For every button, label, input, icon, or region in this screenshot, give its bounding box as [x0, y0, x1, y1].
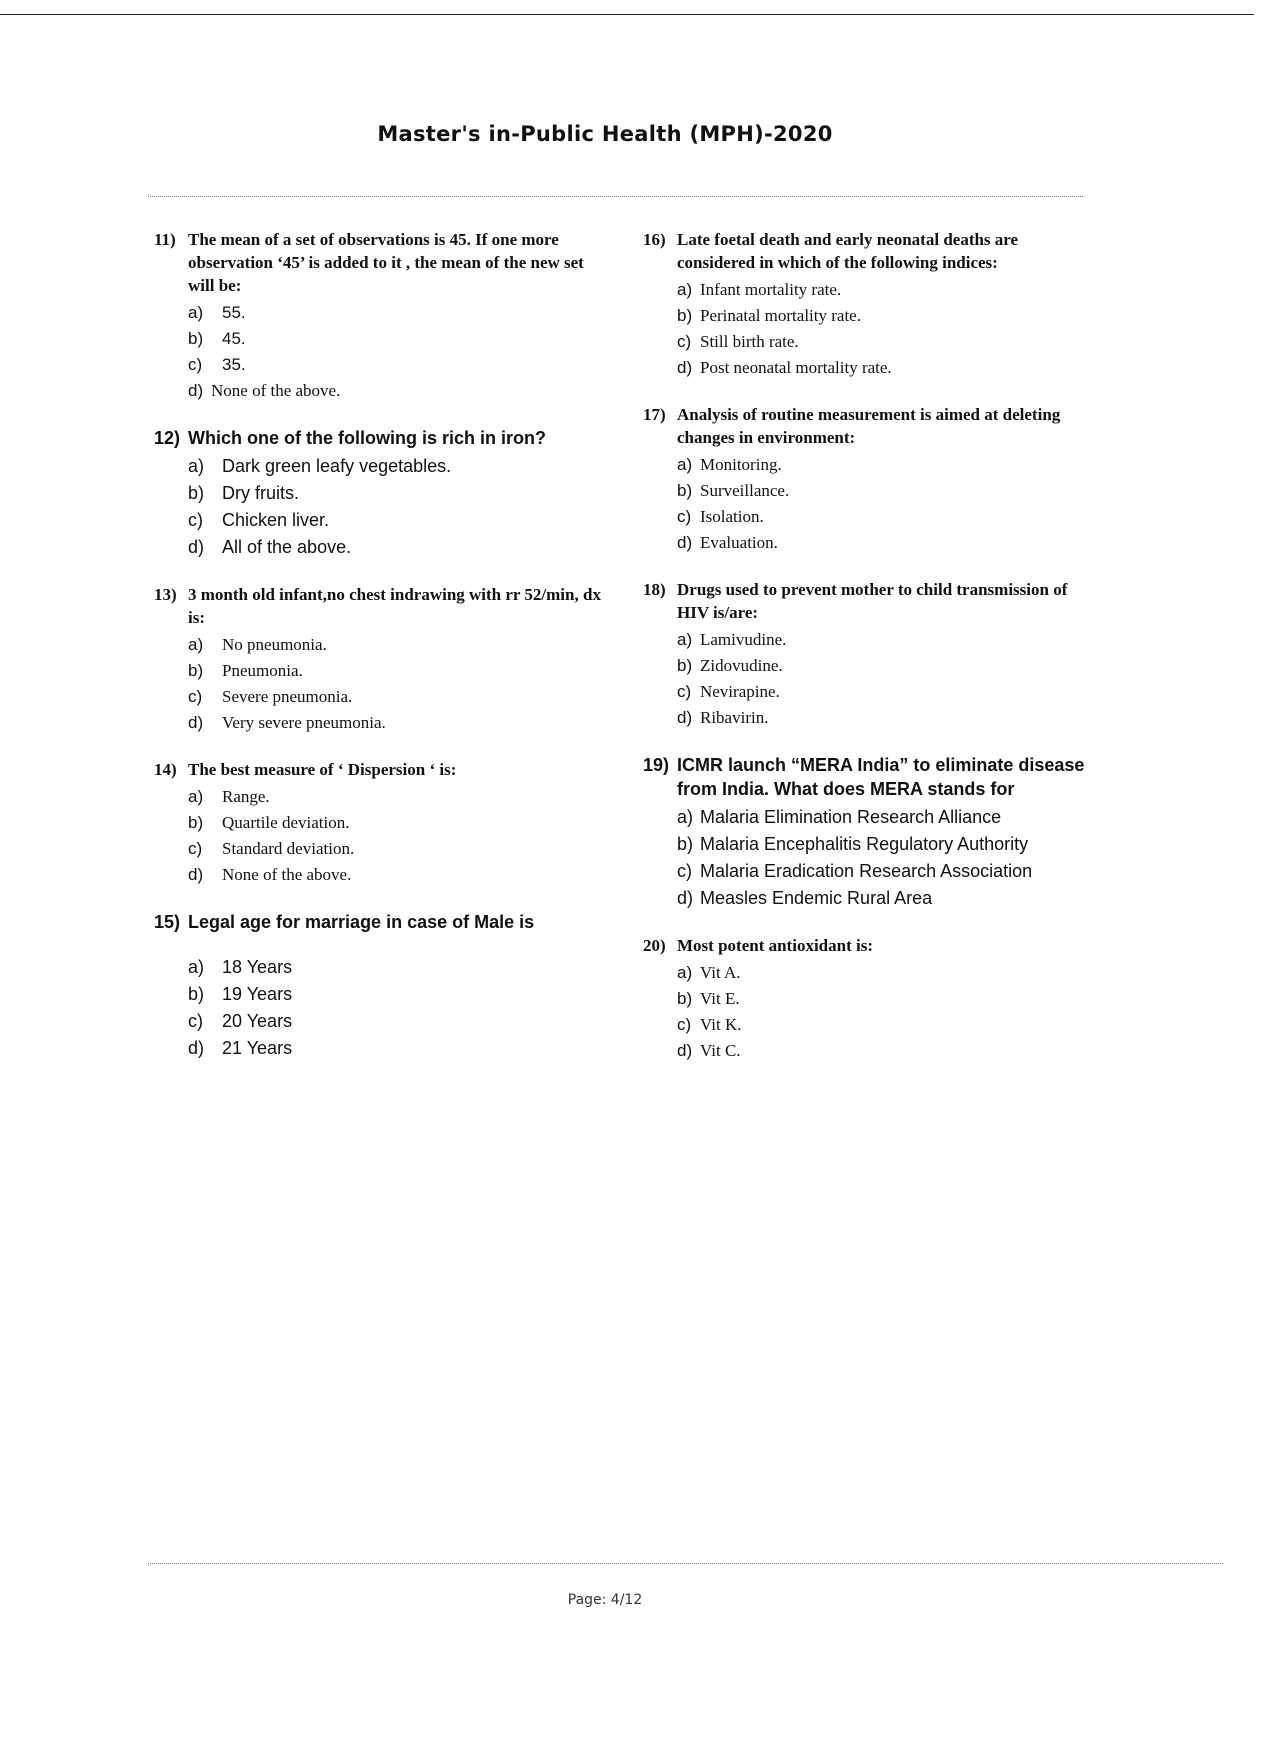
question-stem: Legal age for marriage in case of Male is — [188, 912, 535, 932]
option-a: a) Range. — [188, 787, 270, 806]
question-stem: Drugs used to prevent mother to child transmission of HIV is/are: — [677, 580, 1068, 622]
option-b: b) Perinatal mortality rate. — [677, 306, 861, 325]
option-a: a) Malaria Elimination Research Alliance — [677, 807, 1002, 827]
option-c: c) Chicken liver. — [188, 510, 330, 530]
option-b: b) 45. — [188, 329, 246, 348]
option-c: c) Nevirapine. — [677, 682, 780, 701]
header-divider — [148, 196, 1083, 197]
option-a: a) Infant mortality rate. — [677, 280, 842, 299]
option-b: b) Surveillance. — [677, 481, 790, 500]
option-d: d) All of the above. — [188, 537, 352, 557]
question-number: 20) — [643, 936, 666, 955]
question-stem: ICMR launch “MERA India” to eliminate disease from India. What does MERA stands for — [677, 755, 1085, 799]
footer-divider — [148, 1563, 1223, 1564]
question-19 — [643, 753, 1088, 912]
question-stem: The mean of a set of observations is 45. If one more observation ‘45’ is added to it , the mean of the new set will be: — [188, 230, 584, 295]
question-number: 15) — [154, 912, 181, 932]
option-c: c) Malaria Eradication Research Association — [677, 861, 1033, 881]
option-a: a) Monitoring. — [677, 455, 782, 474]
option-d: d) None of the above. — [188, 865, 352, 884]
question-13 — [154, 583, 609, 736]
option-a: a) Lamivudine. — [677, 630, 787, 649]
question-20 — [643, 934, 1088, 1064]
question-17 — [643, 403, 1088, 556]
option-b: b) Pneumonia. — [188, 661, 303, 680]
question-stem: The best measure of ‘ Dispersion ‘ is: — [188, 760, 457, 779]
option-b: b) Malaria Encephalitis Regulatory Authority — [677, 834, 1029, 854]
option-b: b) Dry fruits. — [188, 483, 300, 503]
question-14 — [154, 758, 609, 888]
top-rule — [0, 14, 1254, 15]
page-number: Page: 4/12 — [567, 1592, 643, 1608]
question-number: 19) — [643, 755, 670, 775]
option-a: a) Vit A. — [677, 963, 741, 982]
option-c: c) 35. — [188, 355, 246, 374]
question-number: 18) — [643, 580, 666, 599]
question-stem: Analysis of routine measurement is aimed at deleting changes in environment: — [677, 405, 1061, 447]
question-number: 11) — [154, 230, 176, 249]
option-c: c) Standard deviation. — [188, 839, 355, 858]
option-a: a) 18 Years — [188, 957, 293, 977]
option-c: c) Still birth rate. — [677, 332, 799, 351]
question-18 — [643, 578, 1088, 731]
option-b: b) Zidovudine. — [677, 656, 783, 675]
question-15 — [154, 910, 609, 1062]
question-11 — [154, 228, 609, 404]
question-number: 16) — [643, 230, 666, 249]
option-d: d) 21 Years — [188, 1038, 293, 1058]
question-number: 17) — [643, 405, 666, 424]
question-stem: Which one of the following is rich in iron? — [188, 428, 546, 448]
question-12 — [154, 426, 609, 561]
option-b: b) Vit E. — [677, 989, 740, 1008]
option-d: d) Post neonatal mortality rate. — [677, 358, 892, 377]
option-b: b) 19 Years — [188, 984, 293, 1004]
right-column — [643, 228, 1088, 1086]
option-d: d) Measles Endemic Rural Area — [677, 888, 933, 908]
question-stem: Late foetal death and early neonatal deaths are considered in which of the following indices: — [677, 230, 1019, 272]
question-16 — [643, 228, 1088, 381]
option-c: c) 20 Years — [188, 1011, 293, 1031]
question-number: 12) — [154, 428, 181, 448]
question-stem: 3 month old infant,no chest indrawing with rr 52/min, dx is: — [188, 585, 601, 627]
option-a: a) 55. — [188, 303, 246, 322]
question-number: 14) — [154, 760, 177, 779]
option-c: c) Isolation. — [677, 507, 764, 526]
option-a: a) Dark green leafy vegetables. — [188, 456, 452, 476]
option-d: d) Evaluation. — [677, 533, 778, 552]
page-title: Master's in-Public Health (MPH)-2020 — [377, 122, 833, 146]
question-stem: Most potent antioxidant is: — [677, 936, 873, 955]
option-a: a) No pneumonia. — [188, 635, 327, 654]
left-column — [154, 228, 609, 1084]
option-d: d) Very severe pneumonia. — [188, 713, 386, 732]
option-c: c) Severe pneumonia. — [188, 687, 353, 706]
option-c: c) Vit K. — [677, 1015, 742, 1034]
option-d: d) Ribavirin. — [677, 708, 769, 727]
option-b: b) Quartile deviation. — [188, 813, 350, 832]
question-number: 13) — [154, 585, 177, 604]
option-d: d) Vit C. — [677, 1041, 741, 1060]
option-d: d) None of the above. — [188, 381, 341, 400]
